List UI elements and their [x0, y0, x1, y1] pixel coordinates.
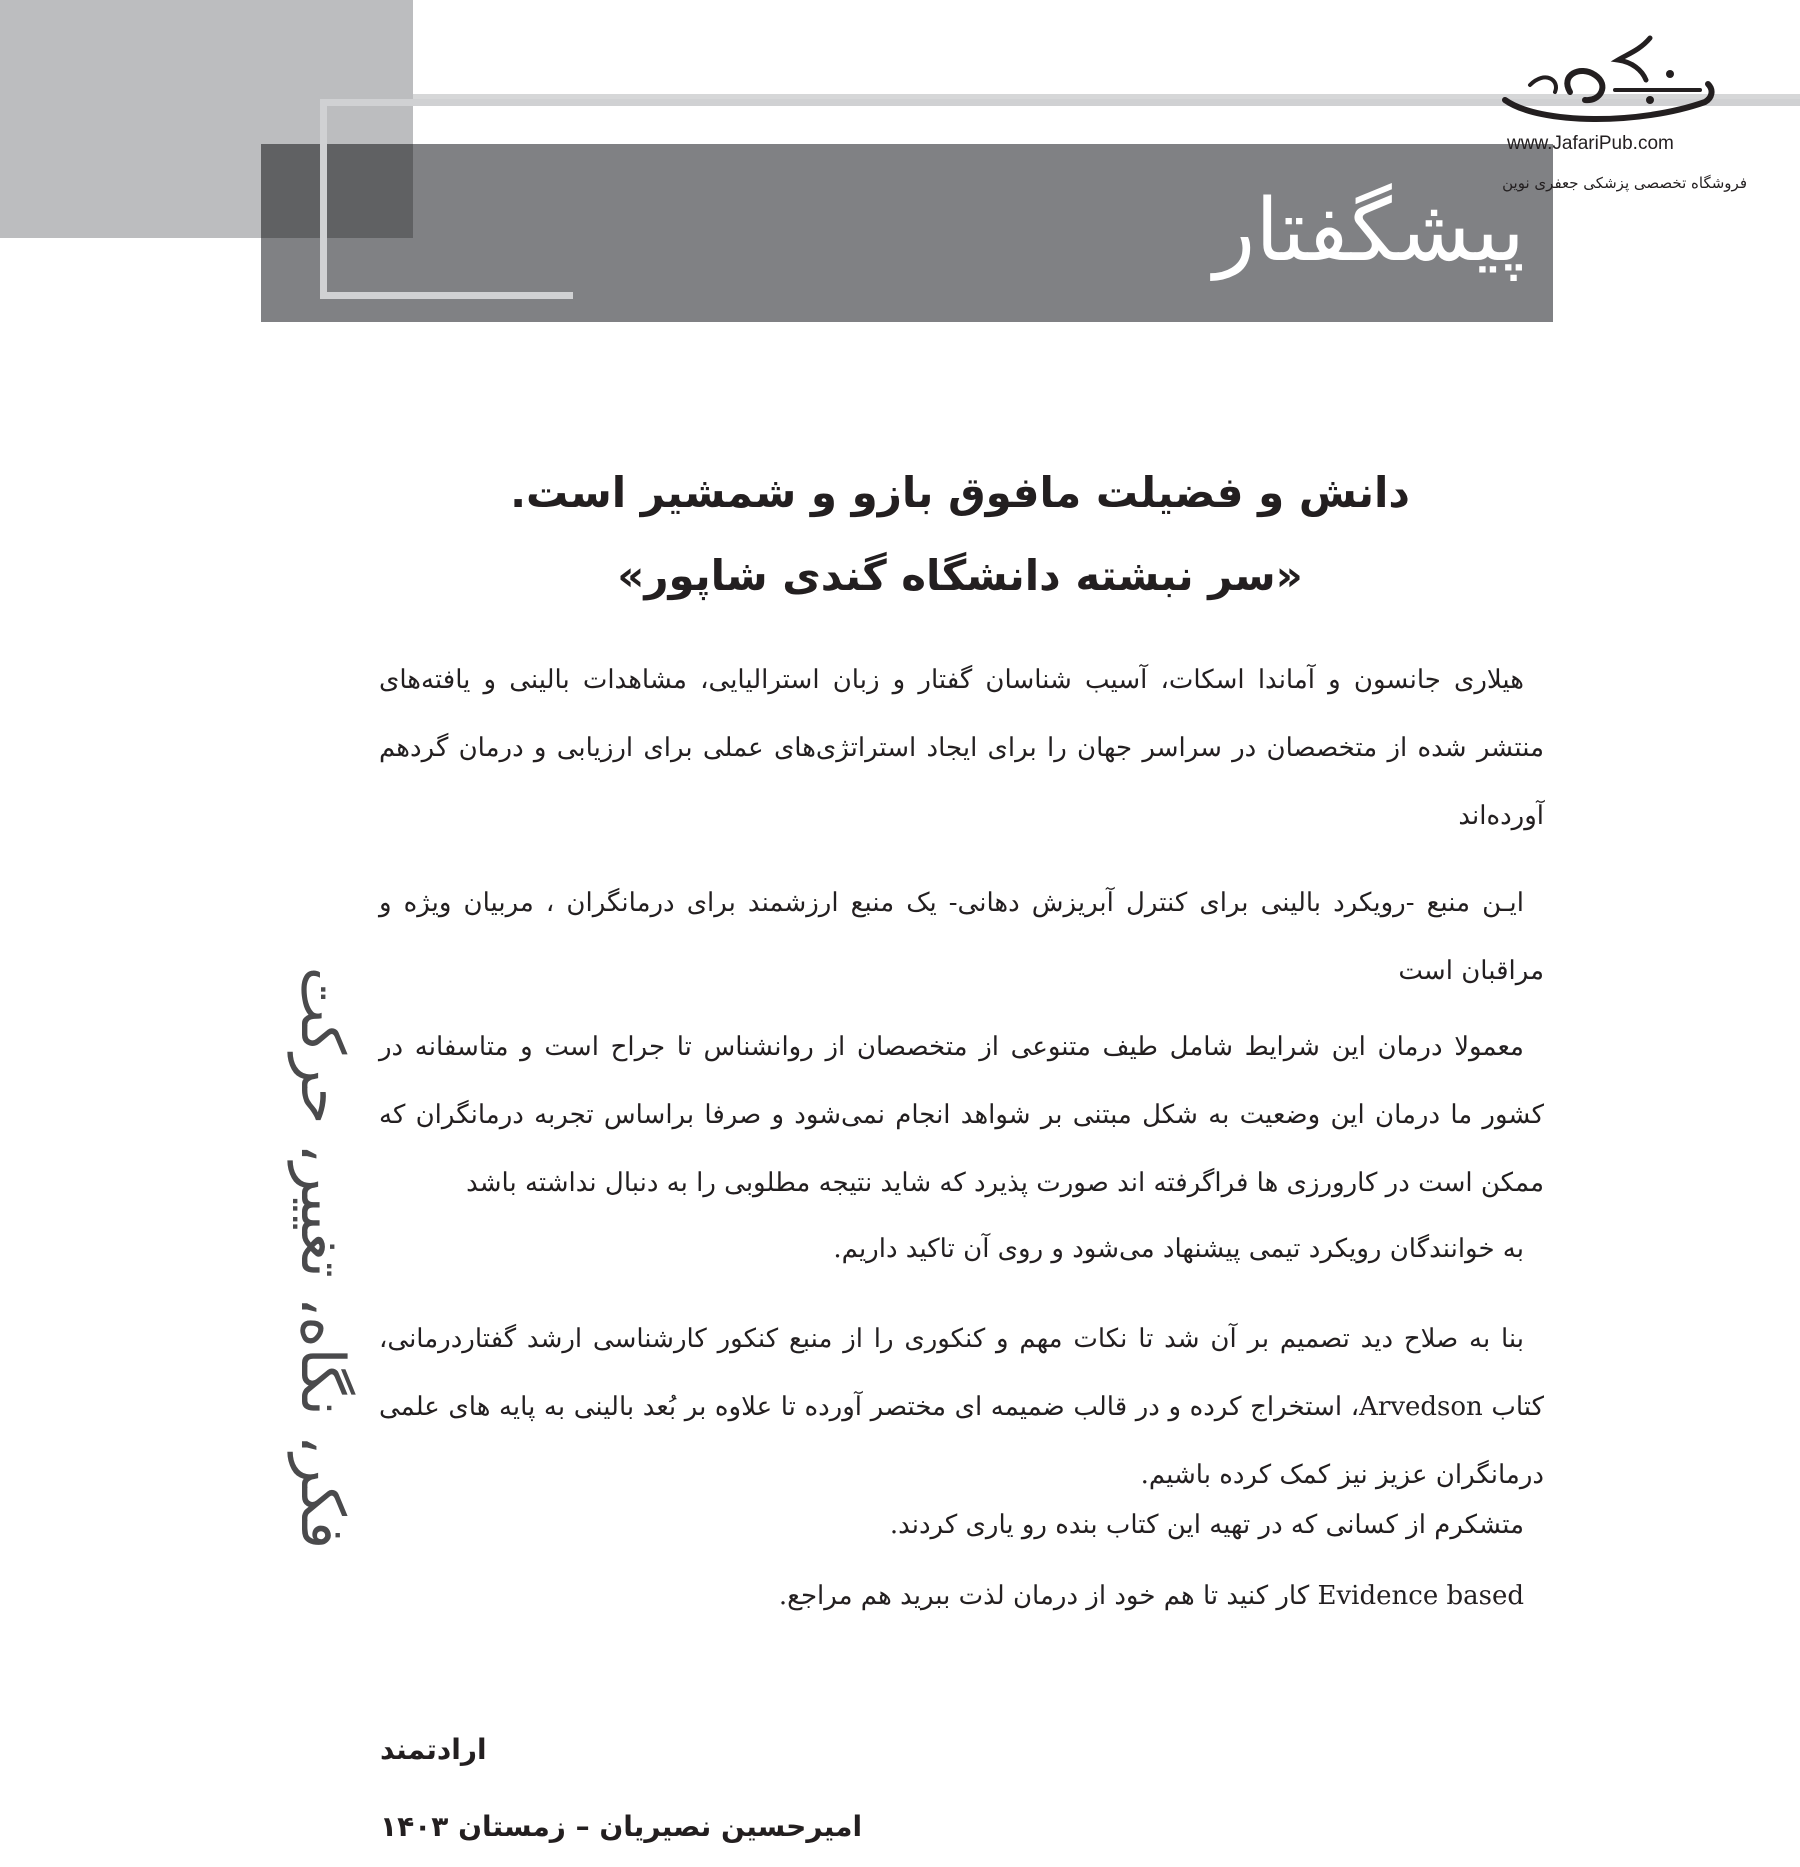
frame-left-line — [320, 99, 327, 299]
vertical-slogan: فکر، نگاه، تغییر، حرکت — [287, 966, 357, 1550]
quote-line-1: دانش و فضیلت مافوق بازو و شمشیر است. — [510, 468, 1410, 517]
publisher-logo — [1500, 30, 1720, 130]
author-date: امیرحسین نصیریان – زمستان ۱۴۰۳ — [380, 1810, 863, 1843]
publisher-url[interactable]: www.JafariPub.com — [1507, 133, 1674, 154]
paragraph-3: معمولا درمان این شرایط شامل طیف متنوعی از متخصصان از روانشناس تا جراح است و متاسفانه در کشور ما درمان این وضعیت به شکل مبتنی بر شواهد انجام نمی‌شود و صرفا براساس تجربه درمانگران که ممکن است در کارورزی ها فراگرفته اند صورت پذیرد که شاید نتیجه مطلوبی را به دنبال نداشته باشد — [379, 1032, 1544, 1198]
title-band-overlap — [261, 144, 413, 238]
thanks-line: متشکرم از کسانی که در تهیه این کتاب بنده رو یاری کردند. — [889, 1510, 1524, 1540]
page-title: پیشگفتار — [1213, 181, 1525, 281]
closing-word: ارادتمند — [380, 1733, 487, 1766]
quote-line-2: «سر نبشته دانشگاه گندی شاپور» — [617, 551, 1303, 600]
paragraph-1: هیلاری جانسون و آماندا اسکات، آسیب شناسان گفتار و زبان استرالیایی، مشاهدات بالینی و یافته‌های منتشر شده از متخصصان در سراسر جهان را برای ایجاد استراتژی‌های عملی برای ارزیابی و درمان گردهم آورده‌اند — [379, 665, 1544, 831]
paragraph-2: ایـن منبع -رویکرد بالینی برای کنترل آبریزش دهانی- یک منبع ارزشمند برای درمانگران ، مربیان ویژه و مراقبان است — [379, 888, 1544, 986]
publisher-name: فروشگاه تخصصی پزشکی جعفری نوین — [1502, 174, 1747, 192]
recommendation-line: به خوانندگان رویکرد تیمی پیشنهاد می‌شود و روی آن تاکید داریم. — [833, 1234, 1524, 1264]
frame-bottom-line — [320, 292, 573, 299]
evidence-line: Evidence based کار کنید تا هم خود از درمان لذت ببرید هم مراجع. — [778, 1581, 1524, 1611]
paragraph-4: بنا به صلاح دید تصمیم بر آن شد تا نکات مهم و کنکوری را از منبع کنکور کارشناسی ارشد گفتاردرمانی، کتاب Arvedson، استخراج کرده و در قالب ضمیمه ای مختصر آورده تا علاوه بر بُعد بالینی به پایه های علمی درمانگران عزیز نیز کمک کرده باشیم. — [379, 1324, 1544, 1490]
